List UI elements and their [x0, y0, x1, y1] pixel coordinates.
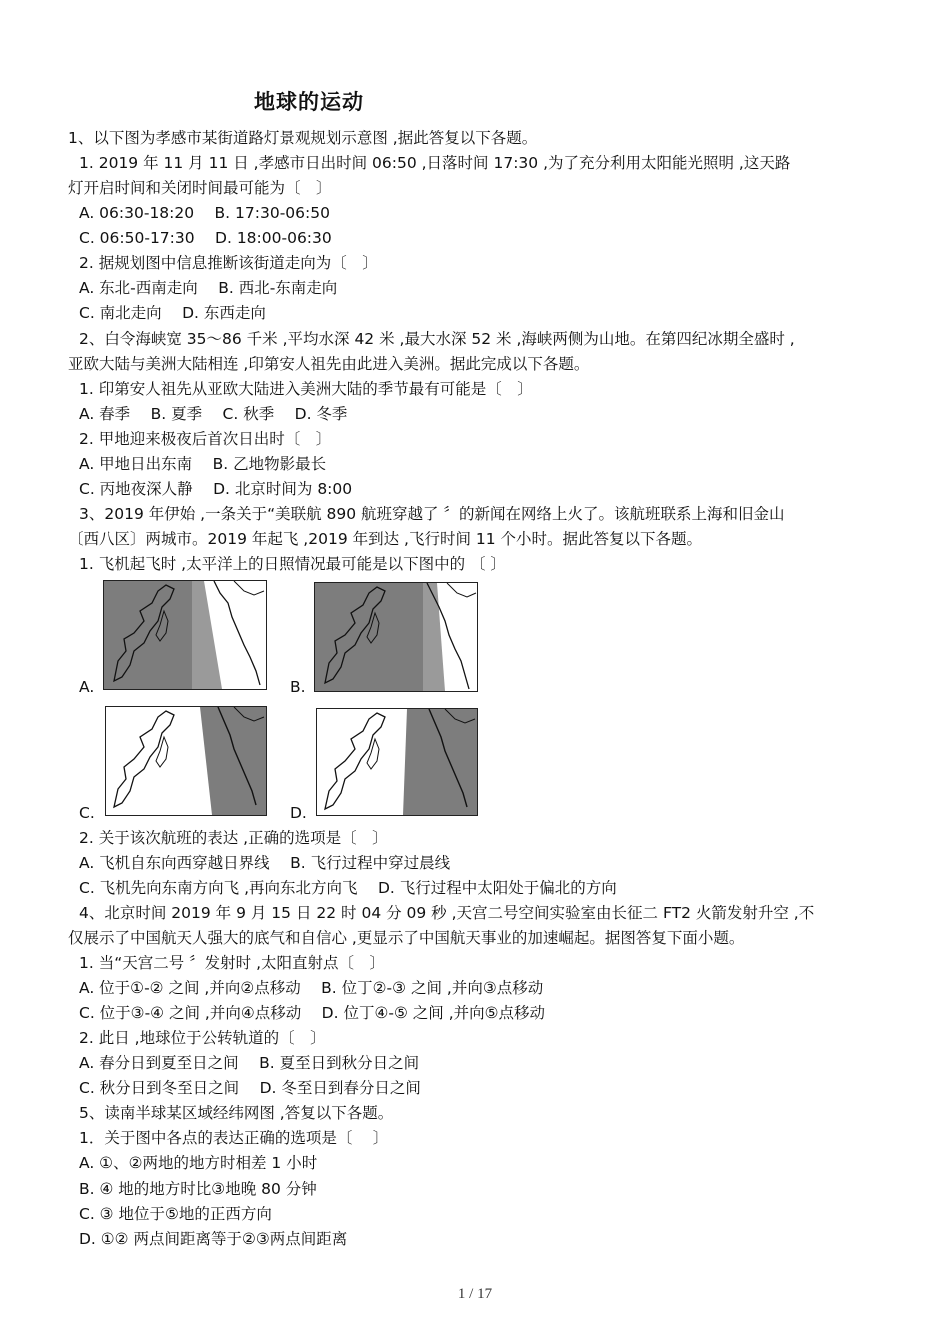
page-number: 1 / 17 [457, 1286, 493, 1302]
text-line: 1、以下图为孝感市某街道路灯景观规划示意图 ,据此答复以下各题。 [68, 129, 538, 147]
text-line: 仅展示了中国航天人强大的底气和自信心 ,更显示了中国航天事业的加速崛起。据图答复下面小题。 [68, 929, 745, 947]
text-line: A. 春季 B. 夏季 C. 秋季 D. 冬季 [79, 405, 348, 423]
text-line: 1. 2019 年 11 月 11 日 ,孝感市日出时间 06:50 ,日落时间 17:30 ,为了充分利用太阳能光照明 ,这天路 [79, 154, 791, 172]
text-line: 4、北京时间 2019 年 9 月 15 日 22 时 04 分 09 秒 ,天宫二号空间实验室由长征二 FT2 火箭发射升空 ,不 [79, 904, 815, 922]
text-line: D. ①② 两点间距离等于②③两点间距离 [79, 1230, 348, 1248]
text-line: A. 飞机自东向西穿越日界线 B. 飞行过程中穿过晨线 [79, 854, 451, 872]
text-line: A. ①、②两地的地方时相差 1 小时 [79, 1154, 318, 1172]
text-line: 2. 甲地迎来极夜后首次日出时〔 〕 [79, 430, 332, 448]
text-line: 2. 关于该次航班的表达 ,正确的选项是〔 〕 [79, 829, 388, 847]
figure-d-label: D. [290, 804, 307, 822]
text-line: C. 位于③-④ 之间 ,并向④点移动 D. 位丁④-⑤ 之间 ,并向⑤点移动 [79, 1004, 546, 1022]
text-line: B. ④ 地的地方时比③地晚 80 分钟 [79, 1180, 317, 1198]
text-line: 〔西八区〕两城市。2019 年起飞 ,2019 年到达 ,飞行时间 11 个小时。据此答复以下各题。 [68, 530, 703, 548]
text-line: A. 甲地日出东南 B. 乙地物影最长 [79, 455, 327, 473]
text-line: C. 飞机先向东南方向飞 ,再向东北方向飞 D. 飞行过程中太阳处于偏北的方向 [79, 879, 617, 897]
text-line: 2、白令海峡宽 35～86 千米 ,平均水深 42 米 ,最大水深 52 米 ,海峡两侧为山地。在第四纪冰期全盛时 , [79, 330, 795, 348]
figure-b-label: B. [290, 678, 306, 696]
text-line: C. 南北走向 D. 东西走向 [79, 304, 266, 322]
figure-b-map [314, 582, 478, 692]
text-line: A. 东北-西南走向 B. 西北-东南走向 [79, 279, 338, 297]
text-line: A. 位于①-② 之间 ,并向②点移动 B. 位丁②-③ 之间 ,并向③点移动 [79, 979, 544, 997]
figure-c-map [105, 706, 267, 816]
page-title: 地球的运动 [254, 90, 364, 114]
text-line: C. ③ 地位于⑤地的正西方向 [79, 1205, 272, 1223]
figure-c-label: C. [79, 804, 95, 822]
text-line: 1．关于图中各点的表达正确的选项是〔 〕 [79, 1129, 389, 1147]
figure-a-label: A. [79, 678, 95, 696]
figure-a-map [103, 580, 267, 690]
text-line: C. 丙地夜深人静 D. 北京时间为 8:00 [79, 480, 353, 498]
text-line: 2. 此日 ,地球位于公转轨道的〔 〕 [79, 1029, 326, 1047]
text-line: 亚欧大陆与美洲大陆相连 ,印第安人祖先由此进入美洲。据此完成以下各题。 [68, 355, 590, 373]
text-line: C. 秋分日到冬至日之间 D. 冬至日到春分日之间 [79, 1079, 421, 1097]
text-line: 3、2019 年伊始 ,一条关于“美联航 890 航班穿越了 〞的新闻在网络上火了。该航班联系上海和旧金山 [79, 505, 785, 523]
figure-d-map [316, 708, 478, 816]
text-line: A. 06:30-18:20 B. 17:30-06:50 [79, 204, 330, 222]
text-line: 1. 飞机起飞时 ,太平洋上的日照情况最可能是以下图中的 〔 〕 [79, 555, 506, 573]
text-line: 5、读南半球某区域经纬网图 ,答复以下各题。 [79, 1104, 394, 1122]
text-line: 1. 印第安人祖先从亚欧大陆进入美洲大陆的季节最有可能是〔 〕 [79, 380, 533, 398]
text-line: 2. 据规划图中信息推断该街道走向为〔 〕 [79, 254, 378, 272]
text-line: 灯开启时间和关闭时间最可能为〔 〕 [68, 179, 332, 197]
text-line: A. 春分日到夏至日之间 B. 夏至日到秋分日之间 [79, 1054, 420, 1072]
text-line: C. 06:50-17:30 D. 18:00-06:30 [79, 229, 332, 247]
text-line: 1. 当“天宫二号 〞发射时 ,太阳直射点〔 〕 [79, 954, 386, 972]
